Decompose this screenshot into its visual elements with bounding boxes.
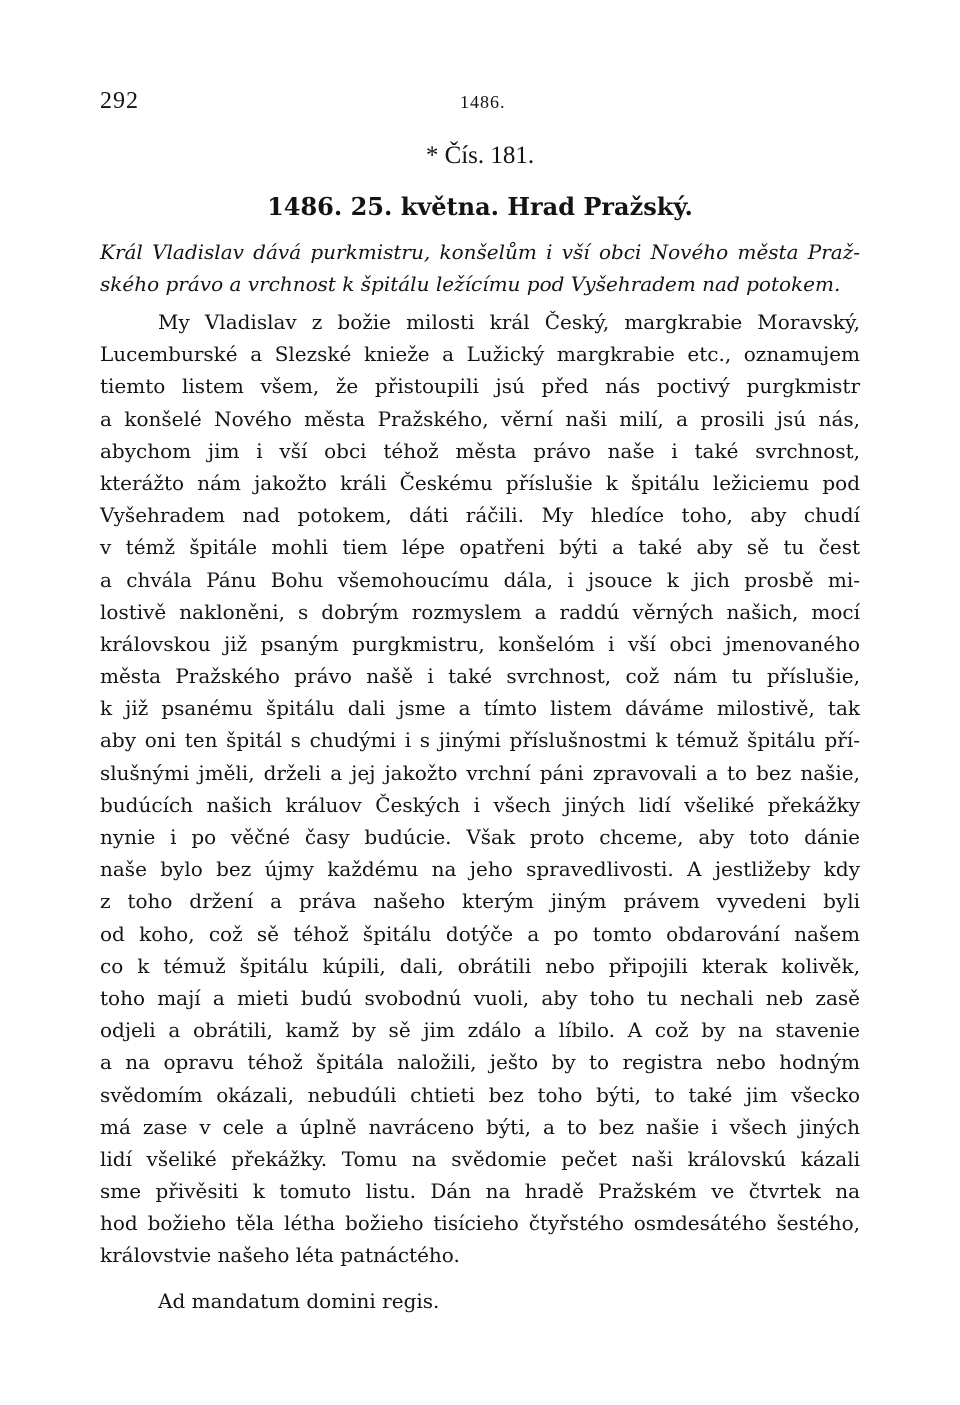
body-line: My Vladislav z božie milosti král Český, margkrabie Moravský, [158,310,860,334]
document-number: * Čís. 181. [425,142,535,169]
body-line: a chvála Pánu Bohu všemohoucímu dála, i jsouce k jich prosbě mi- [100,567,860,592]
body-line: tiemto listem všem, že přistoupili jsú před nás poctivý purgkmistr [100,374,860,399]
body-line: města Pražského právo našě i také svrchnost, což nám tu příslušie, [100,664,860,689]
page-number: 292 [100,88,139,114]
body-line: aby oni ten špitál s chudými i s jinými příslušnostmi k témuž špitálu pří- [100,728,860,753]
body-line: naše bylo bez újmy každému na jeho spravedlivosti. A jestližeby kdy [100,857,860,882]
document-title: 1486. 25. května. Hrad Pražský. [267,192,693,221]
body-line: královstvie našeho léta patnáctého. [100,1243,460,1268]
regest-line: Král Vladislav dává purkmistru, konšelům i vší obci Nového města Praž- [100,240,860,264]
body-line: kterážto nám jakožto králi Českému příslušie k špitálu ležiciemu pod [100,470,860,495]
body-line: sme přivěsiti k tomuto listu. Dán na hradě Pražském ve čtvrtek na [100,1179,860,1204]
body-line: k již psanému špitálu dali jsme a tímto listem dáváme milostivě, tak [100,696,860,721]
body-line: Lucemburské a Slezské knieže a Lužický margkrabie etc., oznamujem [100,342,860,367]
body-line: v témž špitále mohli tiem lépe opatřeni býti a také aby sě tu čest [100,535,860,560]
page-header [100,88,860,118]
body-line: svědomím okázali, nebudúli chtieti bez toho býti, to také jim všecko [100,1082,860,1107]
body-line: hod božieho těla létha božieho tisícieho čtyřstého osmdesátého šestého, [100,1211,860,1236]
body-line: má zase v cele a úplně navráceno býti, a to bez našie i všech jiných [100,1114,860,1139]
body-line: od koho, což sě téhož špitálu dotýče a po tomto obdarování našem [100,921,860,946]
body-line: lidí všeliké překážky. Tomu na svědomie pečet naši královskú kázali [100,1146,860,1171]
body-line: a konšelé Nového města Pražského, věrní naši milí, a prosili jsú nás, [100,406,860,431]
body-line: a na opravu téhož špitála naložili, ješto by to registra nebo hodným [100,1050,860,1075]
body-line: abychom jim i vší obci téhož města právo naše i také svrchnost, [100,438,860,463]
running-head-year: 1486. [460,92,506,112]
body-line: lostivě nakloněni, s dobrým rozmyslem a raddú věrných našich, mocí [100,599,860,624]
body-line: slušnými jměli, drželi a jej jakožto vrchní páni zpravovali a to bez našie, [100,760,860,785]
body-line: nynie i po věčné časy budúcie. Však proto chceme, aby toto dánie [100,825,860,849]
closing-formula: Ad mandatum domini regis. [158,1289,440,1313]
body-line: z toho držení a práva našeho kterým jiným právem vyvedeni byli [100,889,860,914]
regest-summary [100,236,860,300]
body-line: Vyšehradem nad potokem, dáti ráčili. My hledíce toho, aby chudí [100,503,860,528]
body-line: toho mají a mieti budú svobodnú vuoli, aby toho tu nechali neb zasě [100,985,860,1010]
document-body [100,306,860,1272]
body-line: co k témuž špitálu kúpili, dali, obrátili nebo připojili kterak kolivěk, [100,953,860,978]
body-line: odjeli a obrátili, kamž by sě jim zdálo a líbilo. A což by na stavenie [100,1018,860,1043]
regest-line: ského právo a vrchnost k špitálu ležícímu pod Vyšehradem nad potokem. [100,272,841,296]
body-line: královskou již psaným purgkmistru, konšelóm i vší obci jmenovaného [100,631,860,656]
body-line: budúcích našich králuov Českých i všech jiných lidí všeliké překážky [100,792,860,817]
